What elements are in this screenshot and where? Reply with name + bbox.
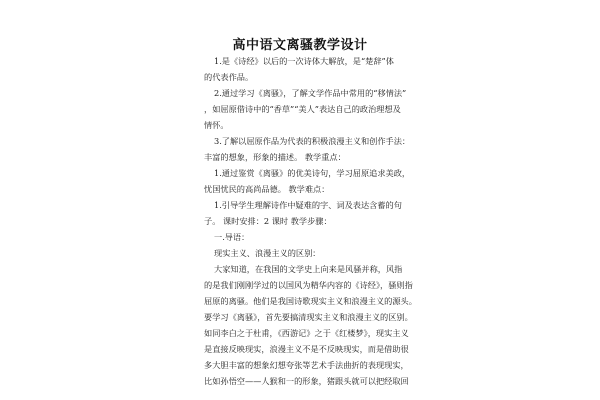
text-line: 情怀。 <box>204 120 229 130</box>
text-line: ，如屈原借诗中的“香草”“美人”表达自己的政治理想及 <box>204 104 401 114</box>
text-line: 屈原的离骚。他们是我国诗歌现实主义和浪漫主义的源头。 <box>204 296 417 306</box>
text-line: 1.引导学生理解诗作中疑难的字、词及表达含蓄的句 <box>214 200 402 210</box>
text-line: 3.了解以屈原作品为代表的积极浪漫主义和创作手法： <box>214 136 411 146</box>
section-heading: 一.导语： <box>214 232 250 242</box>
text-line: 比如孙悟空——人猴和一的形象，猪跟头就可以把经取回 <box>204 376 409 386</box>
document-title: 高中语文离骚教学设计 <box>232 38 368 53</box>
text-line: 多大胆丰富的想象幻想夸张等艺术手法曲折的表现现实， <box>204 360 409 370</box>
text-line: 忧国忧民的高尚品德。 教学难点： <box>204 184 330 194</box>
text-line: 是直接反映现实，浪漫主义不是不反映现实，而是借助很 <box>204 344 409 354</box>
text-line: 大家知道，在我国的文学史上向来是风骚并称，风指 <box>214 264 403 274</box>
text-line: 现实主义、浪漫主义的区别： <box>214 248 321 258</box>
text-line: 1.是《诗经》以后的一次诗体大解放，是“楚辞”体 <box>214 56 394 66</box>
text-line: 要学习《离骚》，首先要搞清现实主义和浪漫主义的区别。 <box>204 312 413 322</box>
text-line: 丰富的想象，形象的描述。 教学重点： <box>204 152 346 162</box>
text-line: 1.通过鉴赏《离骚》的优美诗句，学习屈原追求美政， <box>214 168 411 178</box>
text-line: 子。 课时安排：2 课时 教学步骤： <box>204 216 332 226</box>
text-line: 2.通过学习《离骚》，了解文学作品中常用的“移情法” <box>214 88 407 98</box>
text-line: 的代表作品。 <box>204 72 254 82</box>
text-line: 的是我们刚刚学过的以国风为精华内容的《诗经》，骚则指 <box>204 280 413 290</box>
text-line: 如同李白之于杜甫，《西游记》之于《红楼梦》，现实主义 <box>204 328 409 338</box>
